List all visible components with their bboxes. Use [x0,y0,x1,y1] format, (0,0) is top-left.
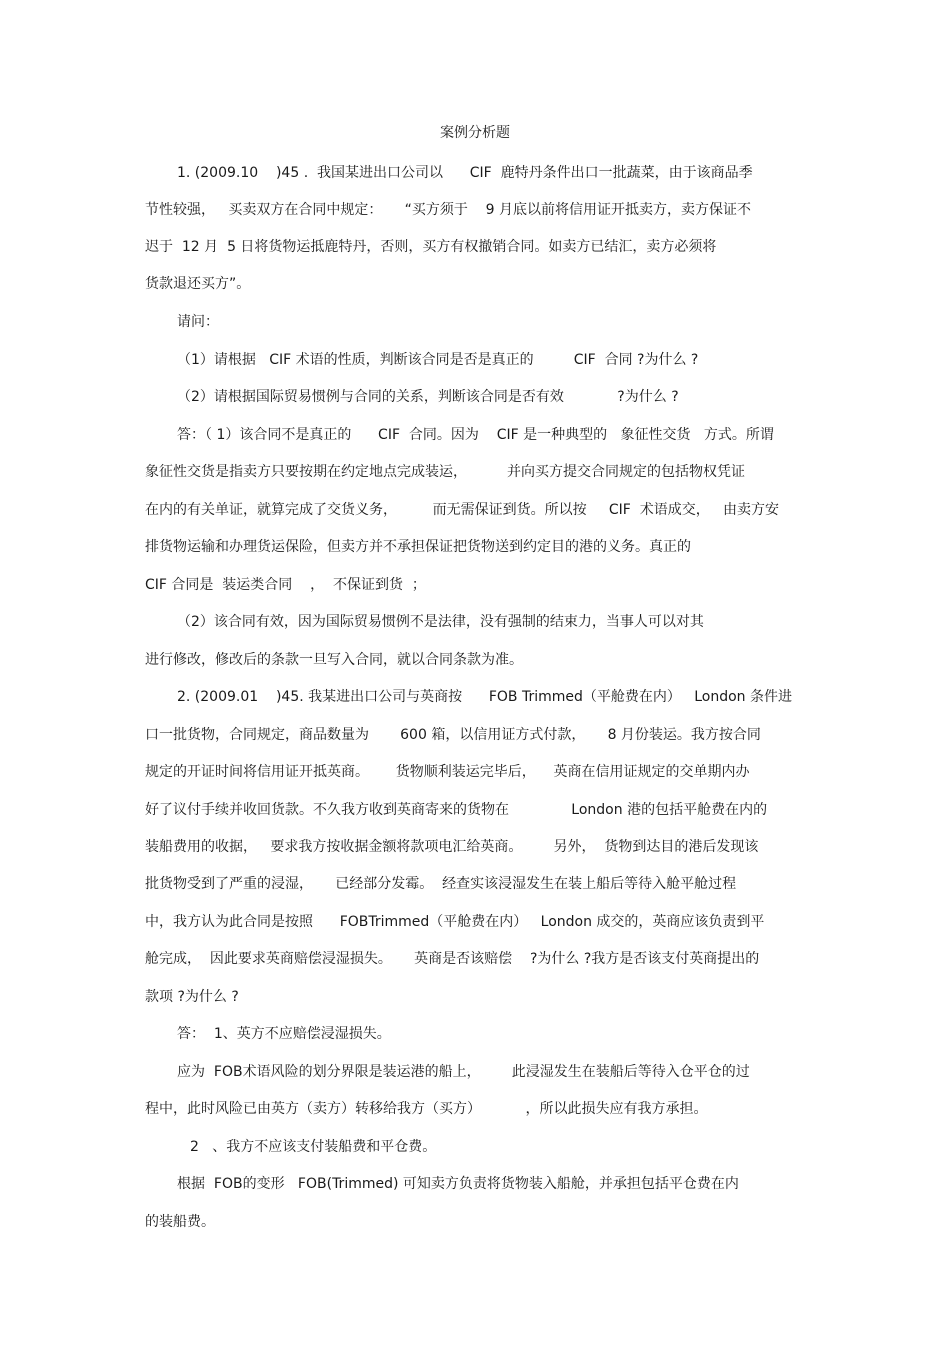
a1-line-2: 象征性交货是指卖方只要按期在约定地点完成装运， 并向买方提交合同规定的包括物权凭证 [145,464,746,480]
a1-line-6: （2）该合同有效，因为国际贸易惯例不是法律，没有强制的结束力，当事人可以对其 [177,614,704,630]
q2-line-7: 中，我方认为此合同是按照 FOBTrimmed（平舱费在内） London 成交的，英商应该负责到平 [145,914,765,930]
q2-line-4: 好了议付手续并收回货款。不久我方收到英商寄来的货物在 London 港的包括平舱费在内的 [145,802,768,818]
a1-line-4: 排货物运输和办理货运保险，但卖方并不承担保证把货物送到约定目的港的义务。真正的 [145,539,691,555]
q1-sub-2: （2）请根据国际贸易惯例与合同的关系，判断该合同是否有效 ?为什么 ? [177,389,679,405]
a1-line-5: CIF 合同是 装运类合同 ， 不保证到货 ； [145,577,426,593]
a2-line-1: 答： 1、英方不应赔偿浸湿损失。 [177,1026,391,1042]
q2-line-9: 款项 ?为什么 ? [145,989,239,1005]
q2-line-3: 规定的开证时间将信用证开抵英商。 货物顺利装运完毕后， 英商在信用证规定的交单期内办 [145,764,750,780]
q1-line-4: 货款退还买方”。 [145,276,251,292]
q1-ask: 请问： [177,314,219,330]
a1-line-3: 在内的有关单证，就算完成了交货义务， 而无需保证到货。所以按 CIF 术语成交， 由卖方安 [145,502,780,518]
q2-line-6: 批货物受到了严重的浸湿， 已经部分发霉。 经查实该浸湿发生在装上船后等待入舱平舱过程 [145,876,737,892]
a2-line-4: 2 、我方不应该支付装船费和平仓费。 [190,1139,437,1155]
q2-line-2: 口一批货物，合同规定，商品数量为 600 箱，以信用证方式付款， 8 月份装运。我方按合同 [145,727,761,743]
q2-line-5: 装船费用的收据， 要求我方按收据金额将款项电汇给英商。 另外， 货物到达目的港后发现该 [145,839,759,855]
q1-line-2: 节性较强， 买卖双方在合同中规定： “买方须于 9 月底以前将信用证开抵卖方，卖方保证不 [145,202,752,218]
q1-line-3: 迟于 12 月 5 日将货物运抵鹿特丹，否则，买方有权撤销合同。如卖方已结汇，卖方必须将 [145,239,717,255]
q1-line-1: 1. (2009.10 )45 . 我国某进出口公司以 CIF 鹿特丹条件出口一批蔬菜，由于该商品季 [177,165,753,181]
a1-line-7: 进行修改，修改后的条款一旦写入合同，就以合同条款为准。 [145,652,523,668]
a1-line-1: 答：（ 1）该合同不是真正的 CIF 合同。因为 CIF 是一种典型的 象征性交货 方式。所谓 [177,427,774,443]
document-title: 案例分析题 [440,125,510,141]
q2-line-1: 2. (2009.01 )45. 我某进出口公司与英商按 FOB Trimmed（平舱费在内） London 条件进 [177,689,793,705]
a2-line-6: 的装船费。 [145,1214,215,1230]
q1-sub-1: （1）请根据 CIF 术语的性质，判断该合同是否是真正的 CIF 合同 ?为什么 ? [177,352,699,368]
a2-line-3: 程中，此时风险已由英方（卖方）转移给我方（买方） ，所以此损失应有我方承担。 [145,1101,708,1117]
q2-line-8: 舱完成， 因此要求英商赔偿浸湿损失。 英商是否该赔偿 ?为什么 ?我方是否该支付英商提出的 [145,951,760,967]
a2-line-5: 根据 FOB的变形 FOB(Trimmed) 可知卖方负责将货物装入船舱，并承担包括平仓费在内 [177,1176,739,1192]
a2-line-2: 应为 FOB术语风险的划分界限是装运港的船上， 此浸湿发生在装船后等待入仓平仓的过 [177,1064,750,1080]
